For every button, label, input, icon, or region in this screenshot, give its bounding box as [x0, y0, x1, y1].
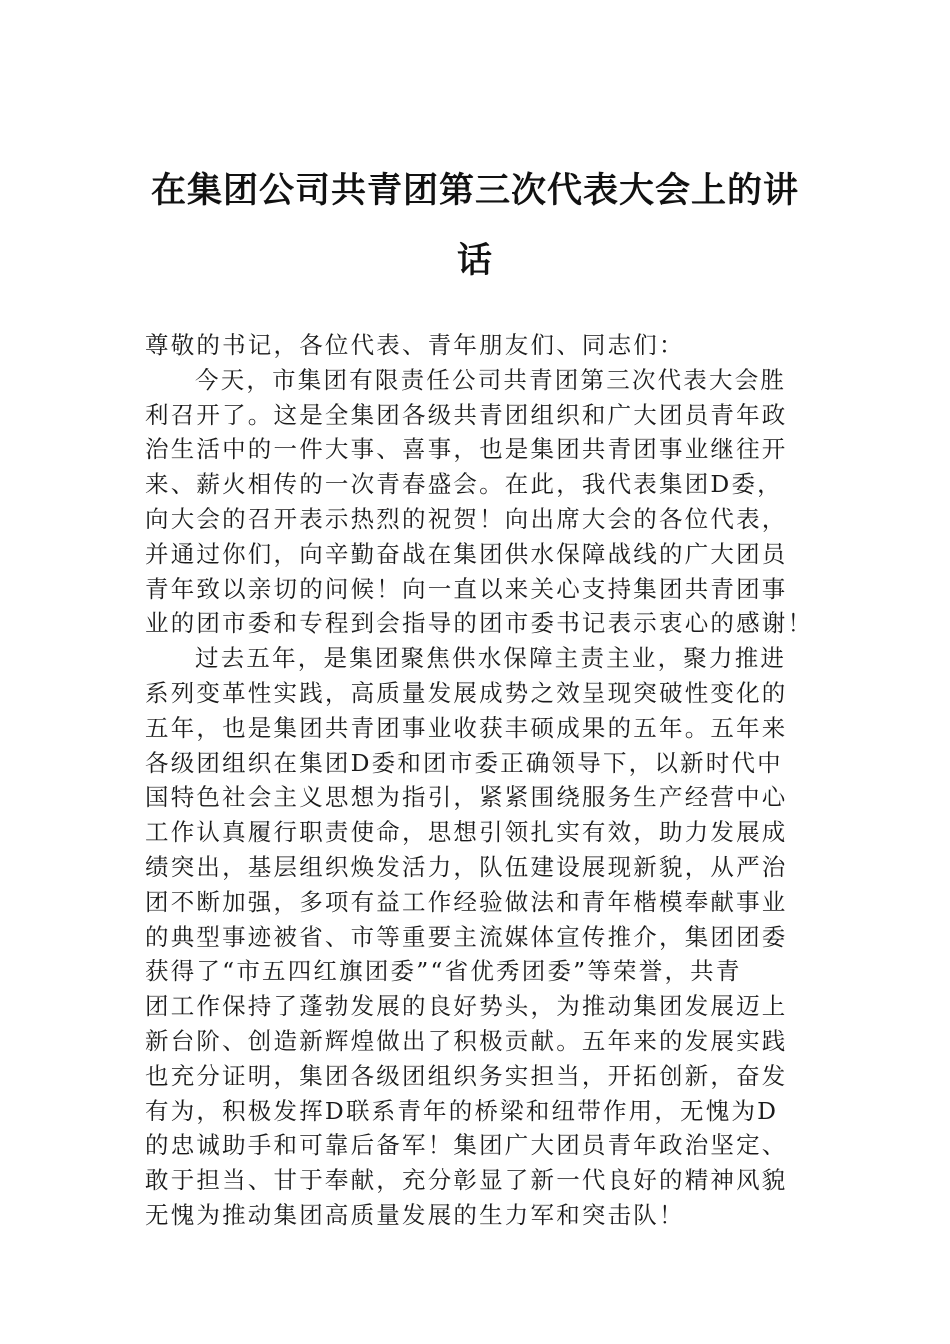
paragraph-line: 并通过你们，向辛勤奋战在集团供水保障战线的广大团员 [145, 539, 788, 568]
paragraph-line: 向大会的召开表示热烈的祝贺！向出席大会的各位代表， [145, 504, 788, 533]
paragraph-line: 五年，也是集团共青团事业收获丰硕成果的五年。五年来 [145, 713, 788, 742]
paragraph-line: 有为，积极发挥D联系青年的桥梁和纽带作用，无愧为D [145, 1096, 779, 1125]
salutation: 尊敬的书记，各位代表、青年朋友们、同志们： [145, 331, 685, 359]
paragraph-line: 新台阶、创造新辉煌做出了积极贡献。五年来的发展实践 [145, 1026, 788, 1055]
paragraph-line: 治生活中的一件大事、喜事，也是集团共青团事业继往开 [145, 435, 788, 464]
paragraph-line: 青年致以亲切的问候！向一直以来关心支持集团共青团事 [145, 574, 788, 603]
paragraph-line: 团工作保持了蓬勃发展的良好势头，为推动集团发展迈上 [145, 992, 788, 1021]
paragraph-line: 的典型事迹被省、市等重要主流媒体宣传推介，集团团委 [145, 922, 788, 951]
paragraph-2 [145, 641, 813, 1233]
paragraph-line: 的忠诚助手和可靠后备军！集团广大团员青年政治坚定、 [145, 1131, 788, 1160]
document-body [145, 328, 813, 1233]
paragraph-line: 来、薪火相传的一次青春盛会。在此，我代表集团D委， [145, 470, 783, 499]
paragraph-line: 各级团组织在集团D委和团市委正确领导下，以新时代中 [145, 748, 783, 777]
paragraph-line: 过去五年，是集团聚焦供水保障主责主业，聚力推进 [195, 644, 787, 673]
paragraph-line: 无愧为推动集团高质量发展的生力军和突击队！ [145, 1200, 685, 1229]
paragraph-line: 获得了“市五四红旗团委”“省优秀团委”等荣誉，共青 [145, 957, 742, 986]
document-title-line-1: 在集团公司共青团第三次代表大会上的讲 [150, 170, 799, 211]
paragraph-line: 业的团市委和专程到会指导的团市委书记表示衷心的感谢！ [145, 609, 814, 638]
paragraph-line: 今天，市集团有限责任公司共青团第三次代表大会胜 [195, 365, 787, 394]
paragraph-line: 工作认真履行职责使命，思想引领扎实有效，助力发展成 [145, 818, 788, 847]
paragraph-line: 敢于担当、甘于奉献，充分彰显了新一代良好的精神风貌 [145, 1166, 788, 1195]
paragraph-line: 绩突出，基层组织焕发活力，队伍建设展现新貌，从严治 [145, 852, 788, 881]
paragraph-line: 团不断加强，多项有益工作经验做法和青年楷模奉献事业 [145, 887, 788, 916]
paragraph-line: 利召开了。这是全集团各级共青团组织和广大团员青年政 [145, 400, 788, 429]
paragraph-line: 系列变革性实践，高质量发展成势之效呈现突破性变化的 [145, 678, 788, 707]
paragraph-line: 国特色社会主义思想为指引，紧紧围绕服务生产经营中心 [145, 783, 788, 812]
paragraph-1 [145, 363, 813, 641]
paragraph-line: 也充分证明，集团各级团组织务实担当，开拓创新，奋发 [145, 1061, 788, 1090]
document-title-line-2: 话 [456, 240, 493, 281]
